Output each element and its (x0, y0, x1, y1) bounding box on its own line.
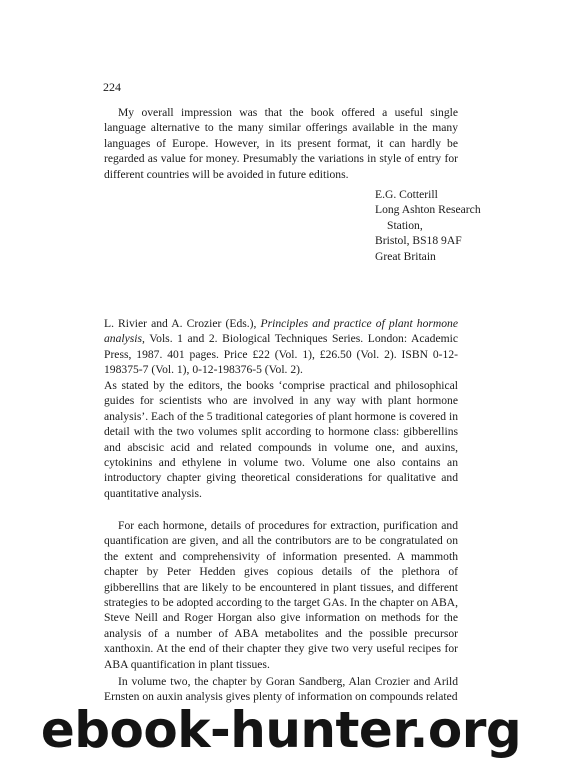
reviewer-country: Great Britain (375, 249, 436, 263)
reviewer-city: Bristol, BS18 9AF (375, 234, 462, 248)
review-paragraph-2: For each hormone, details of procedures for extraction, purification and quantification are given, and all the contributors are to be congratulated on the extent and comprehensivity of information presented. A mammoth chapter by Peter Hedden gives copious details of the plethora of gibberellins that are likely to be encountered in plant tissues, and different strategies to be adopted according to the target GAs. In the chapter on ABA, Steve Neill and Roger Horgan also give information on methods for the analysis of a number of ABA metabolites and the possible precursor xanthoxin. At the end of their chapter they give two very useful recipes for ABA quantification in plant tissues. (104, 519, 458, 671)
citation-title: Principles and practice of plant hormone analysis, (104, 317, 459, 346)
review-paragraph-3: In volume two, the chapter by Goran Sandberg, Alan Crozier and Arild Ernsten on auxin analysis gives plenty of information on compounds related (104, 675, 458, 704)
book-citation (104, 316, 458, 378)
reviewer-signature-block (375, 187, 481, 264)
review-paragraph-1: As stated by the editors, the books ‘comprise practical and philosophical guides for scientists who are involved in any way with plant hormone analysis’. Each of the 5 traditional categories of plant hormone is covered in detail with the two volumes split according to hormone class: gibberellins and abscisic acid and related compounds in volume one, and auxins, cytokinins and ethylene in volume two. Volume one also contains an introductory chapter giving theoretical considerations for qualitative and quantitative analysis. (104, 379, 458, 500)
citation-authors: L. Rivier and A. Crozier (Eds.), (104, 317, 257, 330)
page-number: 224 (103, 80, 121, 94)
watermark-text: ebook-hunter.org (40, 701, 522, 759)
citation-details: Vols. 1 and 2. Biological Techniques Series. London: Academic Press, 1987. 401 pages. Price £22 (Vol. 1), £26.50 (Vol. 2). ISBN 0-12-198375-7 (Vol. 1), 0-12-198376-5 (Vol. 2). (104, 332, 458, 377)
reviewer-institution-line1: Long Ashton Research (375, 203, 481, 217)
reviewer-name: E.G. Cotterill (375, 188, 438, 201)
reviewer-institution-line2: Station, (387, 218, 423, 232)
intro-paragraph: My overall impression was that the book offered a useful single language alternative to the many similar offerings available in the many languages of Europe. However, in its present format, it can hardly be regarded as value for money. Presumably the variations in style of entry for different countries will be avoided in future editions. (104, 106, 458, 181)
